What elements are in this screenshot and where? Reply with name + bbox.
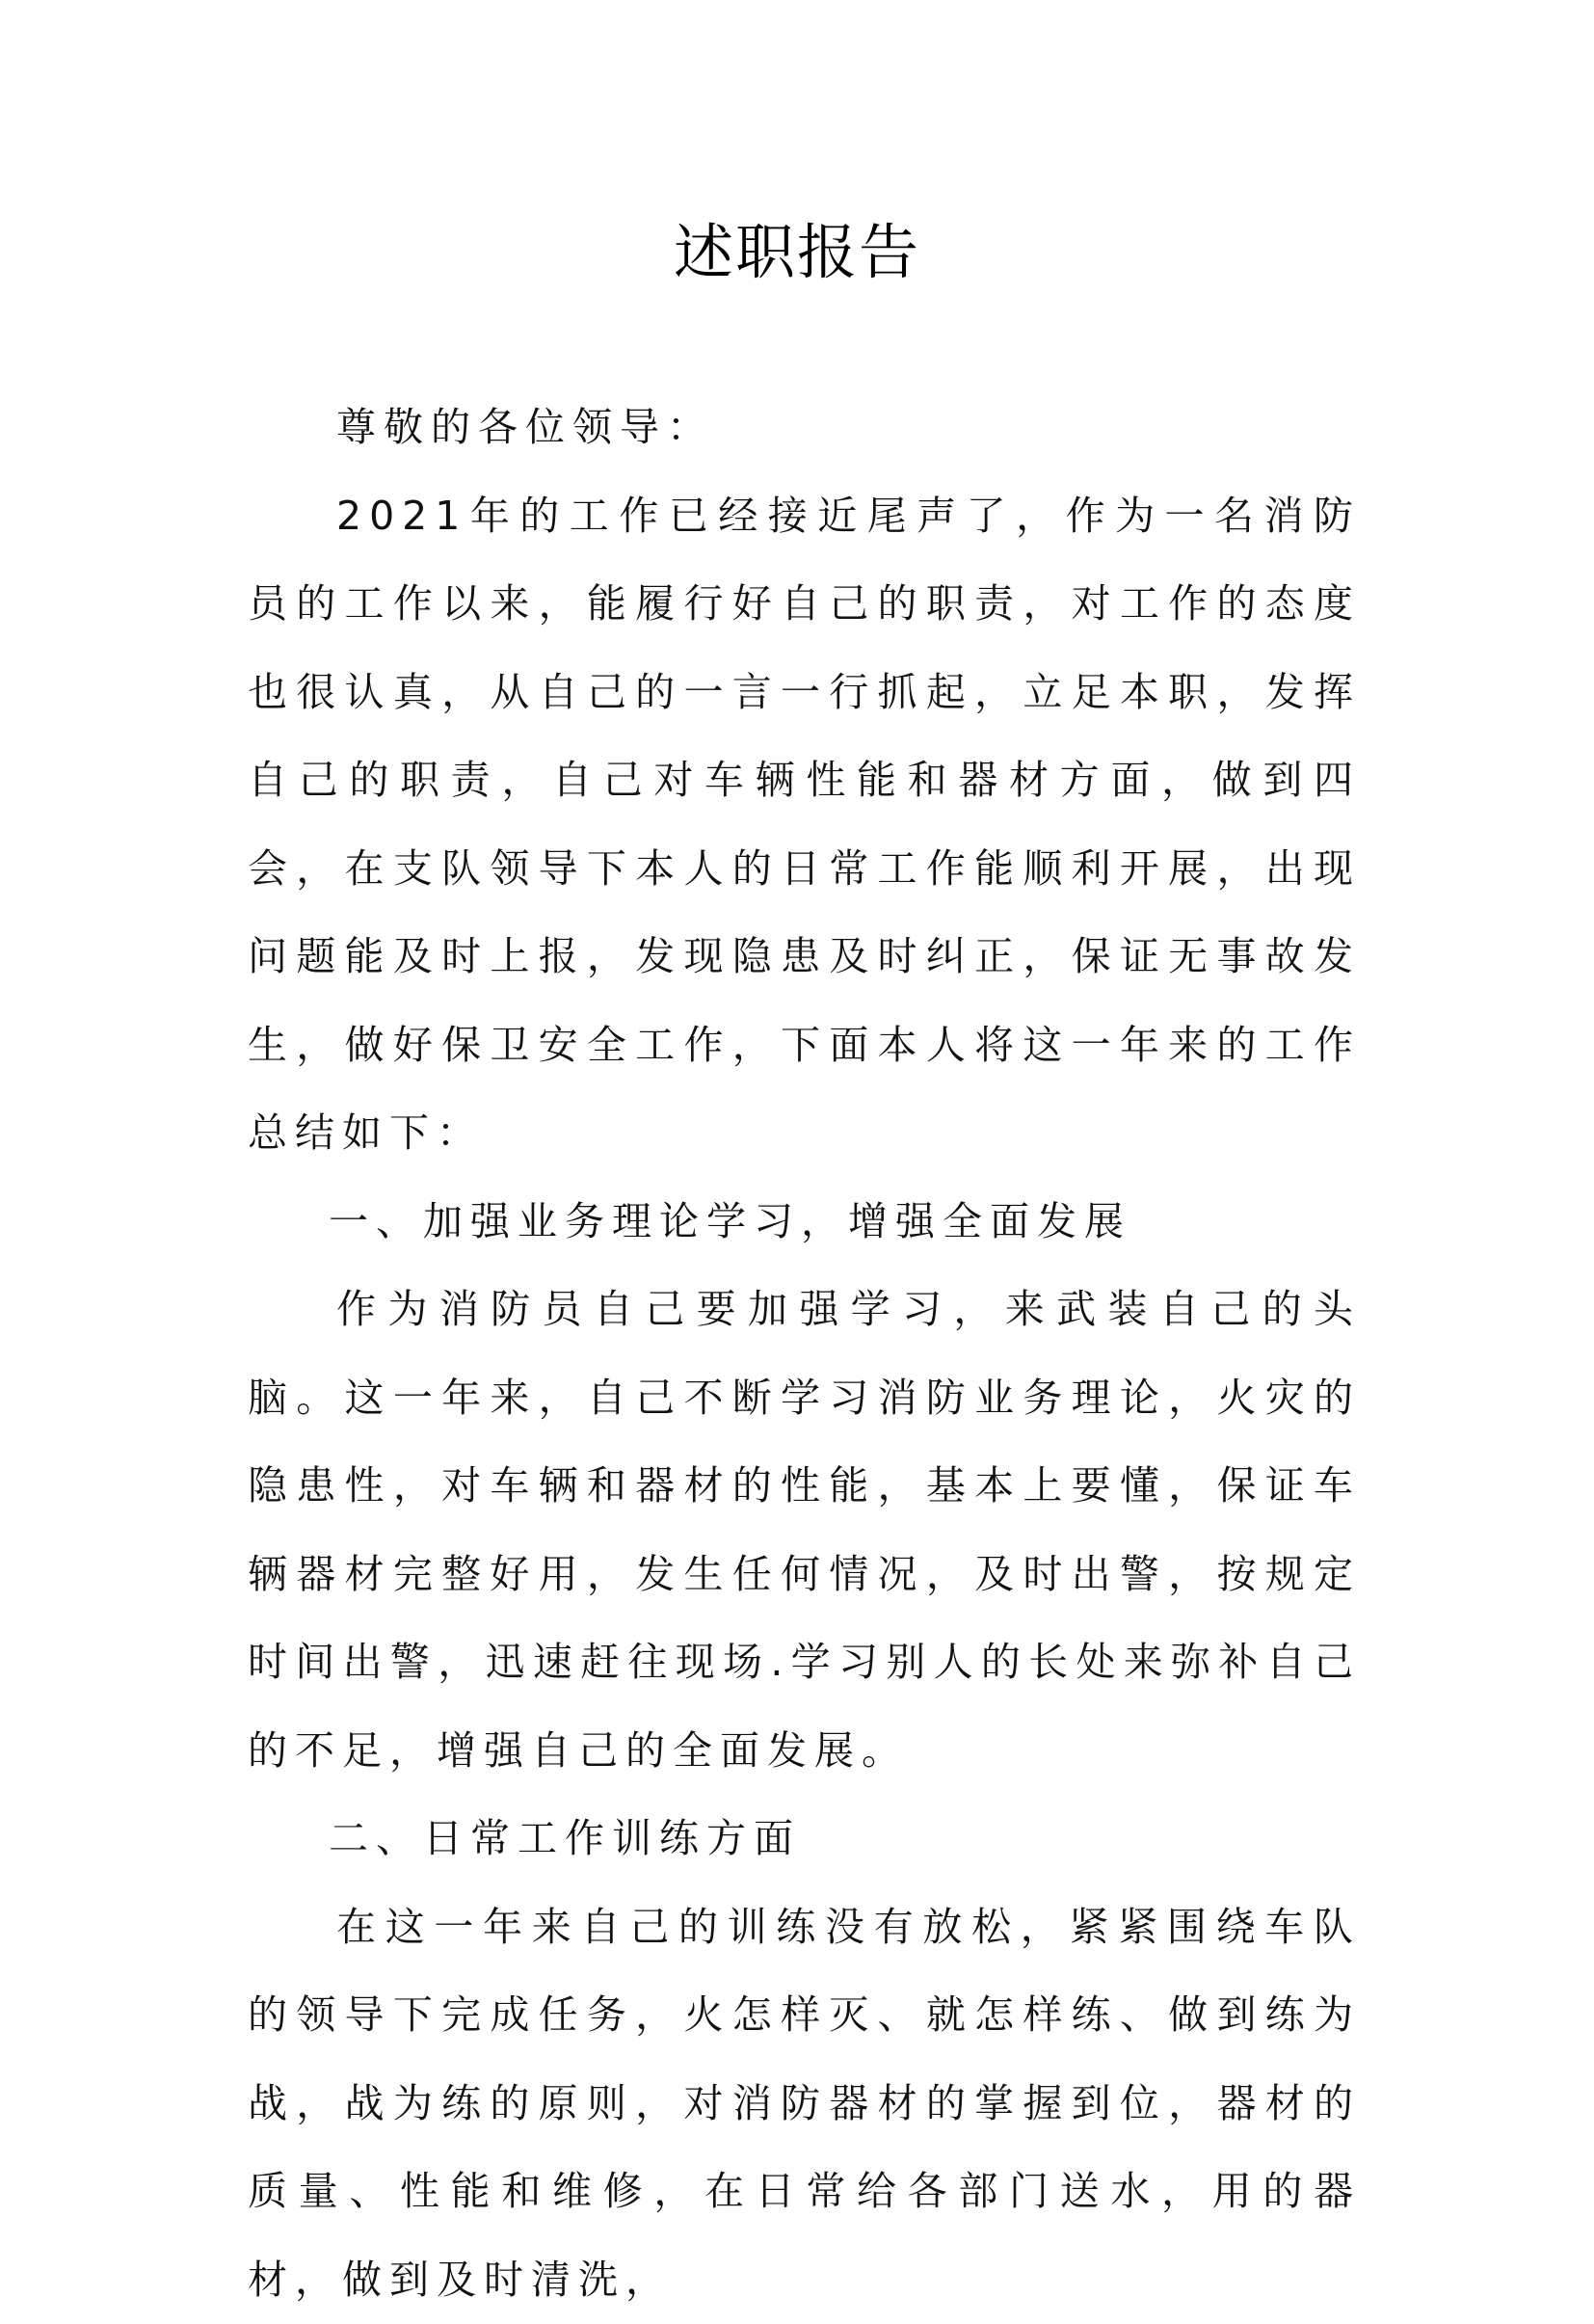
- document-body: [248, 384, 1361, 2324]
- section-body-2: 在这一年来自己的训练没有放松，紧紧围绕车队的领导下完成任务，火怎样灭、就怎样练、做到练为战，战为练的原则，对消防器材的掌握到位，器材的质量、性能和维修，在日常给各部门送水，用的器材，做到及时清洗，: [248, 1883, 1361, 2324]
- section-body-1: 作为消防员自己要加强学习，来武装自己的头脑。这一年来，自己不断学习消防业务理论，火灾的隐患性，对车辆和器材的性能，基本上要懂，保证车辆器材完整好用，发生任何情况，及时出警，按规定时间出警，迅速赶往现场.学习别人的长处来弥补自己的不足，增强自己的全面发展。: [248, 1266, 1361, 1795]
- intro-paragraph: 2021年的工作已经接近尾声了，作为一名消防员的工作以来，能履行好自己的职责，对工作的态度也很认真，从自己的一言一行抓起，立足本职，发挥自己的职责，自己对车辆性能和器材方面，做到四会，在支队领导下本人的日常工作能顺利开展，出现问题能及时上报，发现隐患及时纠正，保证无事故发生，做好保卫安全工作，下面本人将这一年来的工作总结如下：: [248, 472, 1361, 1178]
- salutation: 尊敬的各位领导：: [248, 384, 1361, 472]
- page-title: 述职报告: [0, 214, 1594, 291]
- section-heading-1: 一、加强业务理论学习，增强全面发展: [248, 1178, 1361, 1267]
- section-heading-2: 二、日常工作训练方面: [248, 1795, 1361, 1883]
